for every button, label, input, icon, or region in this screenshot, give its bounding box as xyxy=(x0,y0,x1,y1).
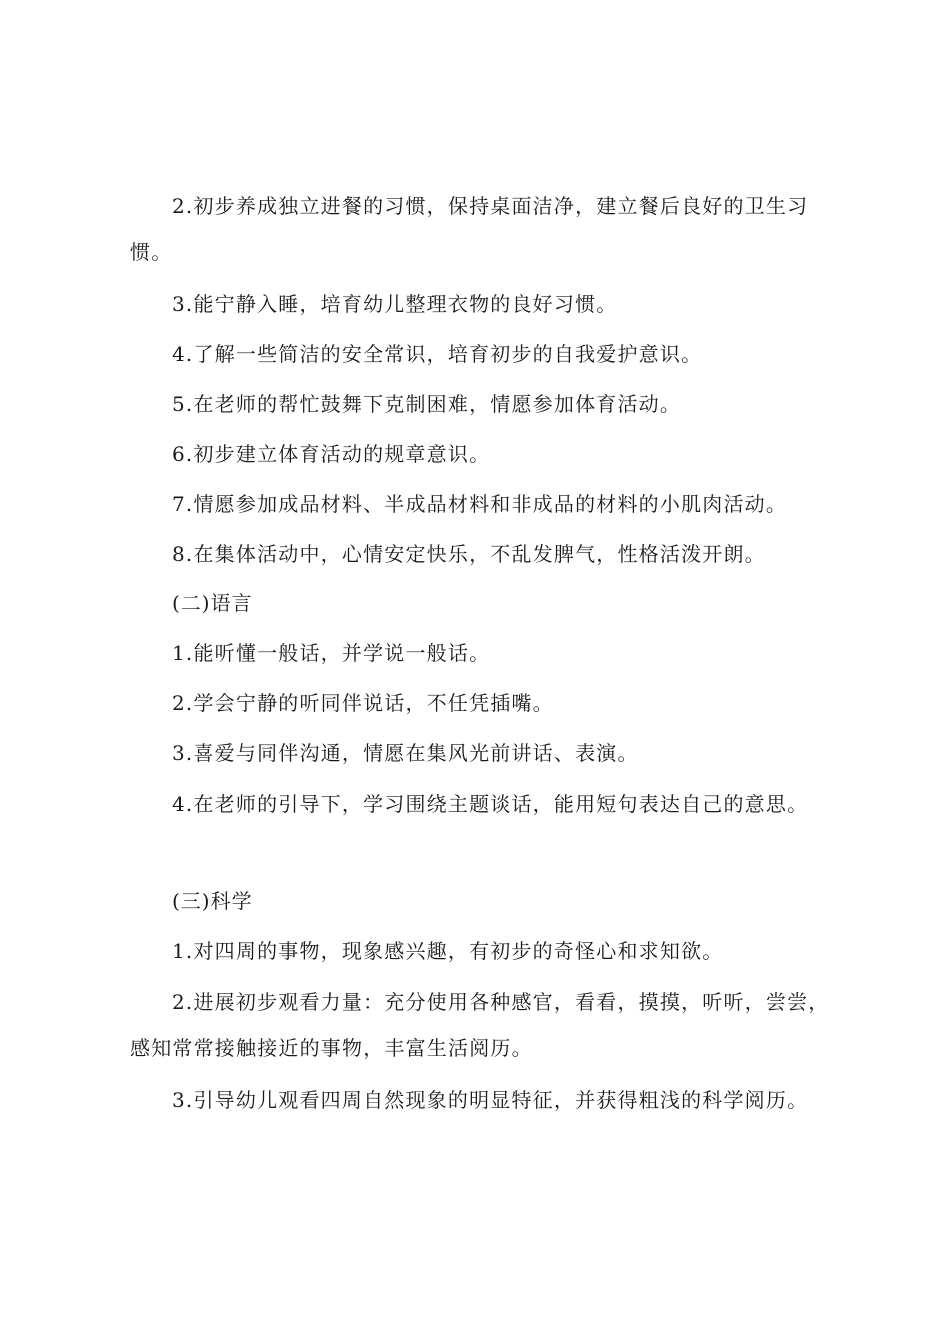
paragraph-sports-rules: 6.初步建立体育活动的规章意识。 xyxy=(172,442,491,466)
paragraph-natural-phenomena: 3.引导幼儿观看四周自然现象的明显特征，并获得粗浅的科学阅历。 xyxy=(172,1088,809,1112)
paragraph-safety-knowledge: 4.了解一些简洁的安全常识，培育初步的自我爱护意识。 xyxy=(172,342,703,366)
paragraph-sleep-habits: 3.能宁静入睡，培育幼儿整理衣物的良好习惯。 xyxy=(172,292,618,316)
section-heading-science: (三)科学 xyxy=(172,889,253,913)
paragraph-communicate: 3.喜爱与同伴沟通，情愿在集风光前讲话、表演。 xyxy=(172,741,639,765)
paragraph-sports-participation: 5.在老师的帮忙鼓舞下克制困难，情愿参加体育活动。 xyxy=(172,392,682,416)
paragraph-group-mood: 8.在集体活动中，心情安定快乐，不乱发脾气，性格活泼开朗。 xyxy=(172,542,766,566)
paragraph-topic-talk: 4.在老师的引导下，学习围绕主题谈话，能用短句表达自己的意思。 xyxy=(172,792,809,816)
paragraph-listen-quietly: 2.学会宁静的听同伴说话，不任凭插嘴。 xyxy=(172,691,554,715)
paragraph-small-muscle-activity: 7.情愿参加成品材料、半成品材料和非成品的材料的小肌肉活动。 xyxy=(172,492,788,516)
section-heading-language: (二)语言 xyxy=(172,591,253,615)
paragraph-curiosity: 1.对四周的事物，现象感兴趣，有初步的奇怪心和求知欲。 xyxy=(172,939,724,963)
paragraph-eating-habits: 2.初步养成独立进餐的习惯，保持桌面洁净，建立餐后良好的卫生习惯。 xyxy=(130,194,809,264)
paragraph-observation-skills: 2.进展初步观看力量：充分使用各种感官，看看，摸摸，听听，尝尝，感知常常接触接近的事物，丰富生活阅历。 xyxy=(130,990,830,1060)
paragraph-understand-mandarin: 1.能听懂一般话，并学说一般话。 xyxy=(172,641,491,665)
